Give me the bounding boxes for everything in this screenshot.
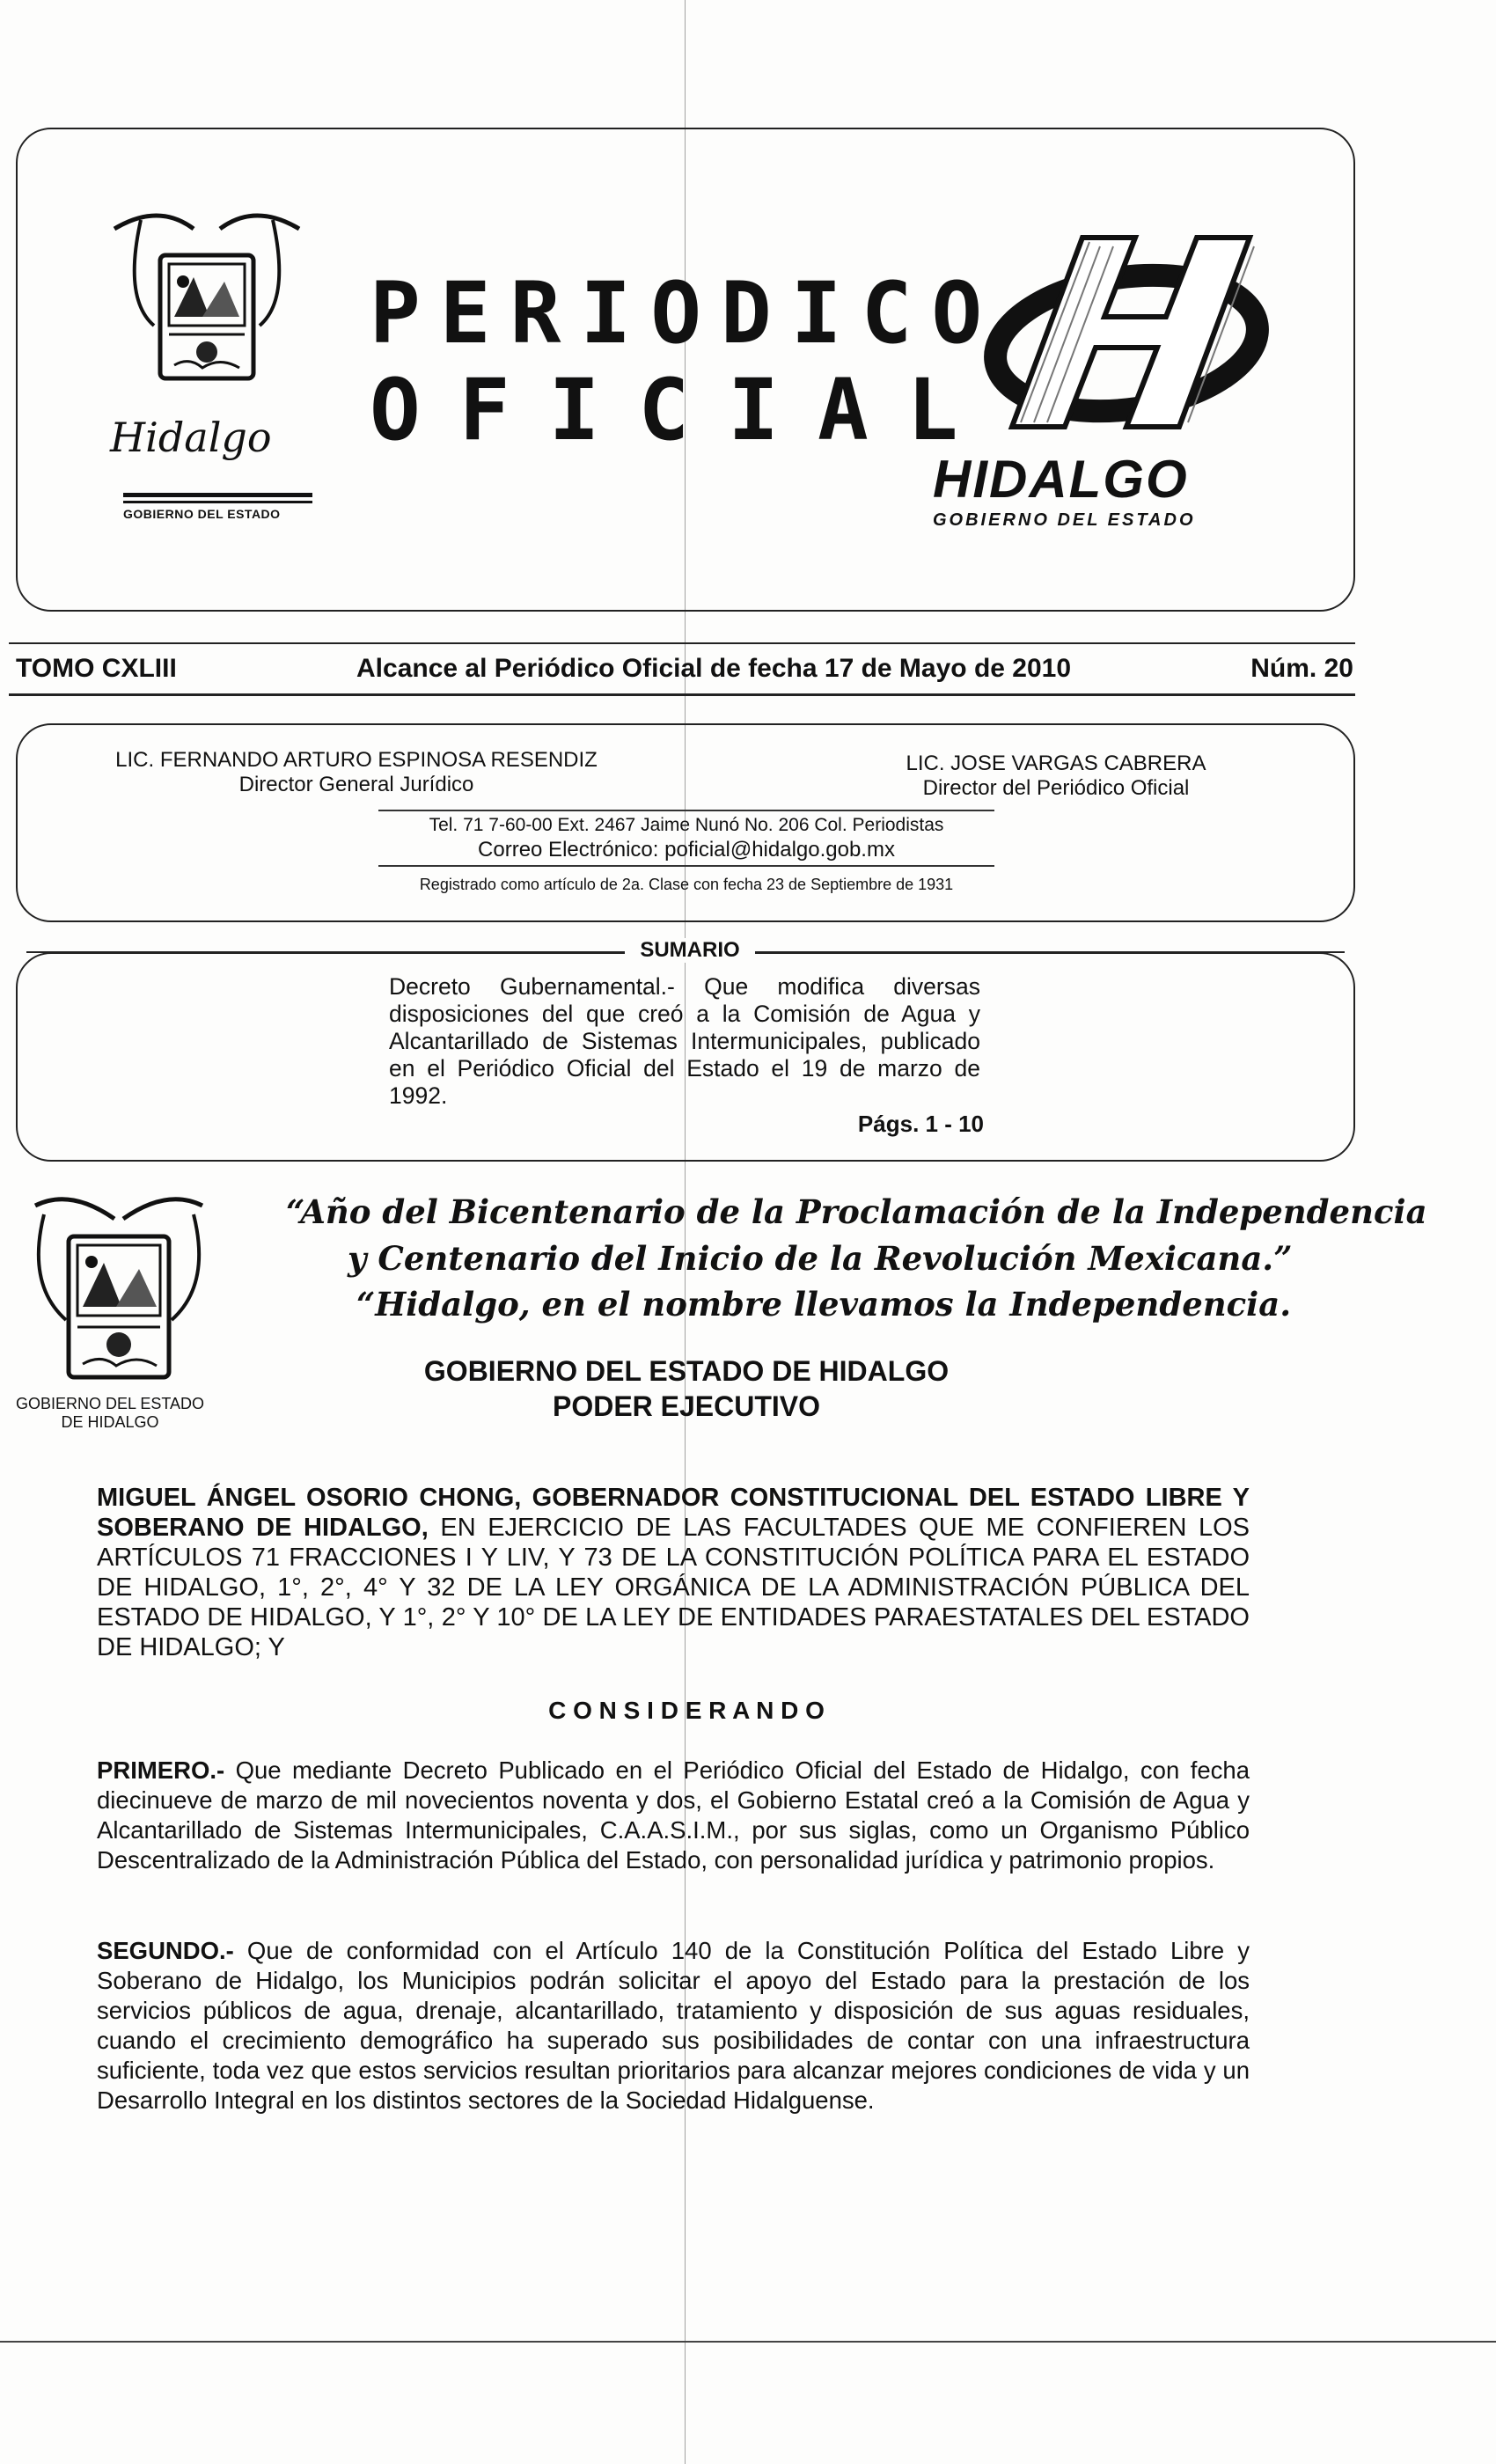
issue-rule-top xyxy=(9,642,1355,644)
state-seal xyxy=(18,1188,220,1390)
motto-line3: “Hidalgo, en el nombre llevamos la Independencia. xyxy=(356,1285,1292,1324)
directory-email: Correo Electrónico: poficial@hidalgo.gob.mx xyxy=(478,838,895,862)
state-emblem-left xyxy=(106,194,308,422)
directory-sep-2 xyxy=(378,865,994,867)
considerando-heading: C O N S I D E R A N D O xyxy=(548,1697,825,1724)
issue-rule-bottom xyxy=(9,693,1355,696)
preamble-paragraph xyxy=(97,1483,1250,1662)
emblem-caption: GOBIERNO DEL ESTADO xyxy=(123,507,281,521)
government-line1: GOBIERNO DEL ESTADO DE HIDALGO xyxy=(423,1355,950,1387)
preamble-rest: EN EJERCICIO DE LAS FACULTADES QUE ME CONFIEREN LOS ARTÍCULOS 71 FRACCIONES I Y LIV, Y 73 DE LA CONSTITUCIÓN POLÍTICA PARA EL ESTADO DE HIDALGO, 1°, 2°, 4° Y 32 DE LA LEY ORGÁNICA DE LA ADMINISTRACIÓN PÚBLICA DEL ESTADO DE HIDALGO, Y 1°, 2° Y 10° DE LA LEY DE ENTIDADES PARAESTATALES DEL ESTADO DE HIDALGO; Y xyxy=(97,1514,1250,1661)
sumario-text: Decreto Gubernamental.- Que modifica diversas disposiciones del que creó a la Comisión de Agua y Alcantarillado de Sistemas Intermunicipales, publicado en el Periódico Oficial del Estado el 19 de marzo de 1992. xyxy=(389,973,980,1109)
segundo-text: Que de conformidad con el Artículo 140 de la Constitución Política del Estado Libre y Soberano de Hidalgo, los Municipios podrán solicitar el apoyo del Estado para la prestación de los servicios públicos de agua, drenaje, alcantarillado, tratamiento y disposición de sus aguas residuales, cuando el crecimiento demográfico ha superado sus posibilidades de contar con una infraestructura suficiente, toda vez que estos servicios resultan prioritarios para alcanzar mejores condiciones de vida y un Desarrollo Integral en los distintos sectores de la Sociedad Hidalguense. xyxy=(97,1937,1250,2114)
segundo-paragraph xyxy=(97,1936,1250,2116)
alcance-label: Alcance al Periódico Oficial de fecha 17 de Mayo de 2010 xyxy=(356,654,1072,683)
left-director-name: LIC. FERNANDO ARTURO ESPINOSA RESENDIZ xyxy=(115,748,598,772)
left-director-title: Director General Jurídico xyxy=(238,773,474,796)
coat-of-arms-icon xyxy=(106,194,308,422)
preamble-bold: MIGUEL ÁNGEL OSORIO CHONG, GOBERNADOR CONSTITUCIONAL DEL ESTADO LIBRE Y SOBERANO DE HIDALGO, xyxy=(97,1484,1250,1542)
logo-text: HIDALGO xyxy=(933,450,1189,509)
primero-text: Que mediante Decreto Publicado en el Periódico Oficial del Estado de Hidalgo, con fecha diecinueve de marzo de mil novecientos noventa y dos, el Gobierno Estatal creó a la Comisión de Agua y Alcantarillado de Sistemas Intermunicipales, C.A.A.S.I.M., por sus siglas, como un Organismo Público Descentralizado de la Administración Pública del Estado, con personalidad jurídica y patrimonio propios. xyxy=(97,1756,1250,1874)
sumario-rule-right xyxy=(755,951,1345,953)
masthead-title-line2: OFICIAL xyxy=(370,361,997,459)
hidalgo-logo xyxy=(950,211,1285,475)
right-director-title: Director del Periódico Oficial xyxy=(922,776,1190,800)
emblem-script-name: Hidalgo xyxy=(110,414,272,461)
sumario-heading: SUMARIO xyxy=(625,938,755,963)
segundo-label: SEGUNDO.- xyxy=(97,1937,234,1964)
numero-label: Núm. 20 xyxy=(1250,654,1353,683)
emblem-rule-top xyxy=(123,493,312,497)
primero-label: PRIMERO.- xyxy=(97,1756,225,1784)
page-bottom-rule xyxy=(0,2341,1496,2343)
primero-paragraph xyxy=(97,1756,1250,1875)
right-director-name: LIC. JOSE VARGAS CABRERA xyxy=(906,752,1206,775)
masthead-title-line1: PERIODICO xyxy=(370,264,1002,363)
motto-line2: y Centenario del Inicio de la Revolución Mexicana.” xyxy=(348,1239,1293,1278)
government-line2: PODER EJECUTIVO xyxy=(552,1390,821,1422)
hidalgo-h-logo-icon xyxy=(950,211,1285,475)
emblem-rule-mid xyxy=(123,501,312,503)
directory-phone: Tel. 71 7-60-00 Ext. 2467 Jaime Nunó No. 206 Col. Periodistas xyxy=(429,815,944,835)
tomo-label: TOMO CXLIII xyxy=(16,654,177,683)
issue-line xyxy=(16,651,1353,686)
motto-line1: “Año del Bicentenario de la Proclamación de la Independencia xyxy=(286,1192,1427,1231)
state-seal-icon xyxy=(18,1188,220,1390)
seal-caption-line2: DE HIDALGO xyxy=(61,1413,159,1431)
sumario-pages: Págs. 1 - 10 xyxy=(857,1111,984,1137)
sumario-rule-left xyxy=(26,951,625,953)
directory-registro: Registrado como artículo de 2a. Clase con fecha 23 de Septiembre de 1931 xyxy=(419,876,954,893)
logo-caption: GOBIERNO DEL ESTADO xyxy=(933,510,1196,530)
seal-caption-line1: GOBIERNO DEL ESTADO xyxy=(15,1395,205,1412)
directory-sep-1 xyxy=(378,810,994,811)
